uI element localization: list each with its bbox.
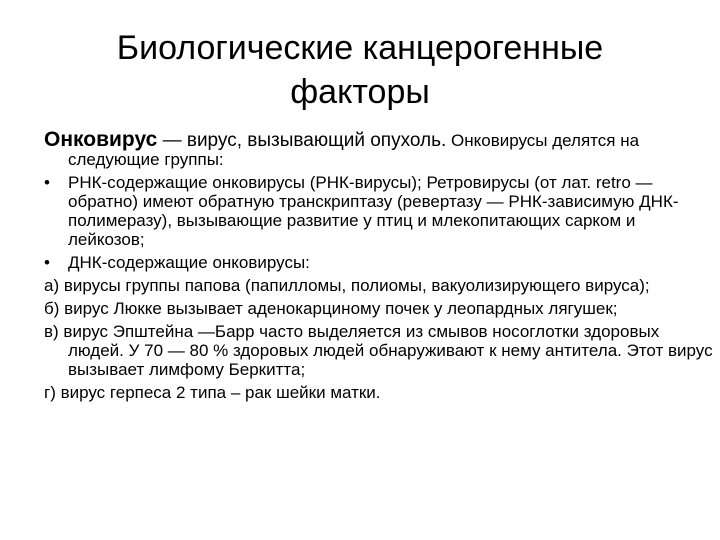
list-item-text: РНК-содержащие онковирусы (РНК-вирусы); Ретровирусы (от лат. retro — обратно) имеют обратную транскриптазу (ревертазу — РНК-зависимую ДНК-полимеразу), вызывающие развитие у птиц и млекопитающих сарком и лейкозов; [68, 173, 679, 249]
list-item [44, 322, 716, 379]
list-item-text: б) вирус Люкке вызывает аденокарциному почек у леопардных лягушек; [44, 299, 618, 318]
list-item-text: в) вирус Эпштейна —Барр часто выделяется из смывов носоглотки здоровых людей. У 70 — 80 % здоровых людей обнаруживают к нему антитела. Этот вирус вызывает лимфому Беркитта; [44, 322, 713, 379]
list-item-text: ДНК-содержащие онковирусы: [68, 253, 310, 272]
list-item [44, 299, 716, 318]
list-item [44, 253, 716, 272]
bullet-marker: • [44, 253, 50, 272]
intro-continuation: Онковирусы делятся на следующие группы: [68, 131, 640, 169]
list-item [44, 276, 716, 295]
intro-definition: — вирус, вызывающий опухоль. [157, 130, 447, 151]
slide-title [40, 26, 680, 114]
title-line-1: Биологические канцерогенные [116, 29, 604, 67]
list-item [44, 383, 716, 402]
bullet-marker: • [44, 173, 50, 192]
title-line-2: факторы [290, 73, 430, 111]
list-item-text: г) вирус герпеса 2 типа – рак шейки матки. [44, 383, 381, 402]
slide-body [44, 130, 716, 406]
intro-paragraph [44, 130, 716, 169]
intro-term: Онковирус [44, 128, 158, 151]
list-item-text: а) вирусы группы папова (папилломы, полиомы, вакуолизирующего вируса); [44, 276, 650, 295]
list-item [44, 173, 716, 249]
